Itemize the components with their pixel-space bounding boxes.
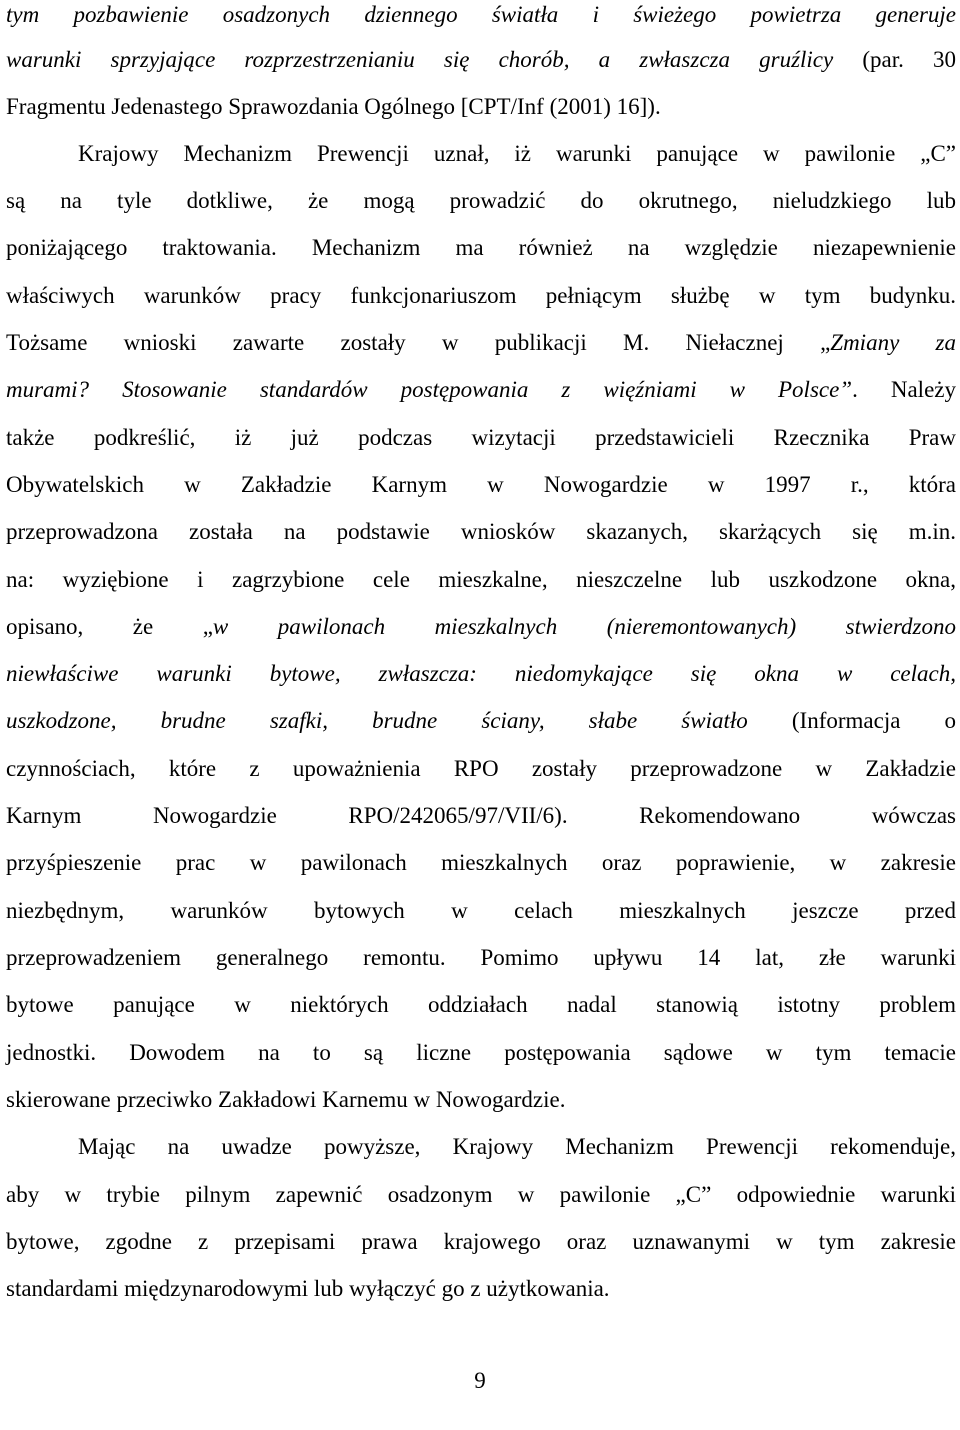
text-line [6,470,956,500]
text-line [6,1085,565,1115]
text-run: opisano, że „ [6,614,213,639]
text-line [6,92,661,122]
text-run: Krajowy Mechanizm Prewencji uznał, iż warunki panujące w pawilonie „C” [78,141,956,166]
text-run: przeprowadzeniem generalnego remontu. Pomimo upływu 14 lat, złe warunki [6,945,956,970]
text-line [6,517,956,547]
text-run: standardami międzynarodowymi lub wyłączyć go z użytkowania. [6,1276,610,1301]
text-run: bytowe panujące w niektórych oddziałach nadal stanowią istotny problem [6,992,956,1017]
text-line [78,1132,956,1162]
text-line [6,233,956,263]
text-line [6,896,956,926]
text-run: przeprowadzona została na podstawie wniosków skazanych, skarżących się m.in. [6,519,956,544]
text-line [6,754,956,784]
page-number: 9 [474,1368,486,1393]
text-run: Karnym Nowogardzie RPO/242065/97/VII/6). Rekomendowano wówczas [6,803,956,828]
text-run: . Należy [852,377,956,402]
text-run: tym pozbawienie osadzonych dziennego światła i świeżego powietrza generuje [6,2,956,27]
text-run: (Informacja o [747,708,957,733]
text-line [6,565,956,595]
text-line [6,990,956,1020]
text-line [6,186,956,216]
text-line [6,0,956,30]
text-run: przyśpieszenie prac w pawilonach mieszkalnych oraz poprawienie, w zakresie [6,850,956,875]
text-line [6,659,956,689]
text-line [6,1180,956,1210]
text-run: uszkodzone, brudne szafki, brudne ściany, słabe światło [6,708,748,733]
text-line [6,45,956,75]
text-run: Mając na uwadze powyższe, Krajowy Mechanizm Prewencji rekomenduje, [78,1134,956,1159]
text-line [6,328,956,358]
text-run: niezbędnym, warunków bytowych w celach mieszkalnych jeszcze przed [6,898,956,923]
text-line [6,848,956,878]
text-line [6,423,956,453]
text-run: jednostki. Dowodem na to są liczne postępowania sądowe w tym temacie [6,1040,956,1065]
text-line [6,1227,956,1257]
text-line [6,612,956,642]
text-line [6,943,956,973]
text-run: (par. 30 [833,47,956,72]
text-run: aby w trybie pilnym zapewnić osadzonym w pawilonie „C” odpowiednie warunki [6,1182,956,1207]
text-run: właściwych warunków pracy funkcjonariuszom pełniącym służbę w tym budynku. [6,283,956,308]
text-run: warunki sprzyjające rozprzestrzenianiu się chorób, a zwłaszcza gruźlicy [6,47,834,72]
text-run: Tożsame wnioski zawarte zostały w publikacji M. Niełacznej „ [6,330,831,355]
text-line [6,375,956,405]
text-run: także podkreślić, iż już podczas wizytacji przedstawicieli Rzecznika Praw [6,425,956,450]
text-line [78,139,956,169]
text-line [6,1038,956,1068]
text-run: Obywatelskich w Zakładzie Karnym w Nowogardzie w 1997 r., która [6,472,956,497]
text-run: czynnościach, które z upoważnienia RPO zostały przeprowadzone w Zakładzie [6,756,956,781]
text-run: murami? Stosowanie standardów postępowania z więźniami w Polsce” [6,377,853,402]
text-run: w pawilonach mieszkalnych (nieremontowanych) stwierdzono [212,614,956,639]
text-run: poniżającego traktowania. Mechanizm ma również na względzie niezapewnienie [6,235,956,260]
text-line [6,706,956,736]
text-line [6,281,956,311]
text-run: są na tyle dotkliwe, że mogą prowadzić do okrutnego, nieludzkiego lub [6,188,956,213]
text-run: Fragmentu Jedenastego Sprawozdania Ogólnego [CPT/Inf (2001) 16]). [6,94,661,119]
text-line [6,1274,610,1304]
text-line [6,801,956,831]
text-run: na: wyziębione i zagrzybione cele mieszkalne, nieszczelne lub uszkodzone okna, [6,567,956,592]
text-run: bytowe, zgodne z przepisami prawa krajowego oraz uznawanymi w tym zakresie [6,1229,956,1254]
text-run: Zmiany za [830,330,956,355]
text-run: niewłaściwe warunki bytowe, zwłaszcza: niedomykające się okna w celach, [6,661,956,686]
text-run: skierowane przeciwko Zakładowi Karnemu w Nowogardzie. [6,1087,566,1112]
